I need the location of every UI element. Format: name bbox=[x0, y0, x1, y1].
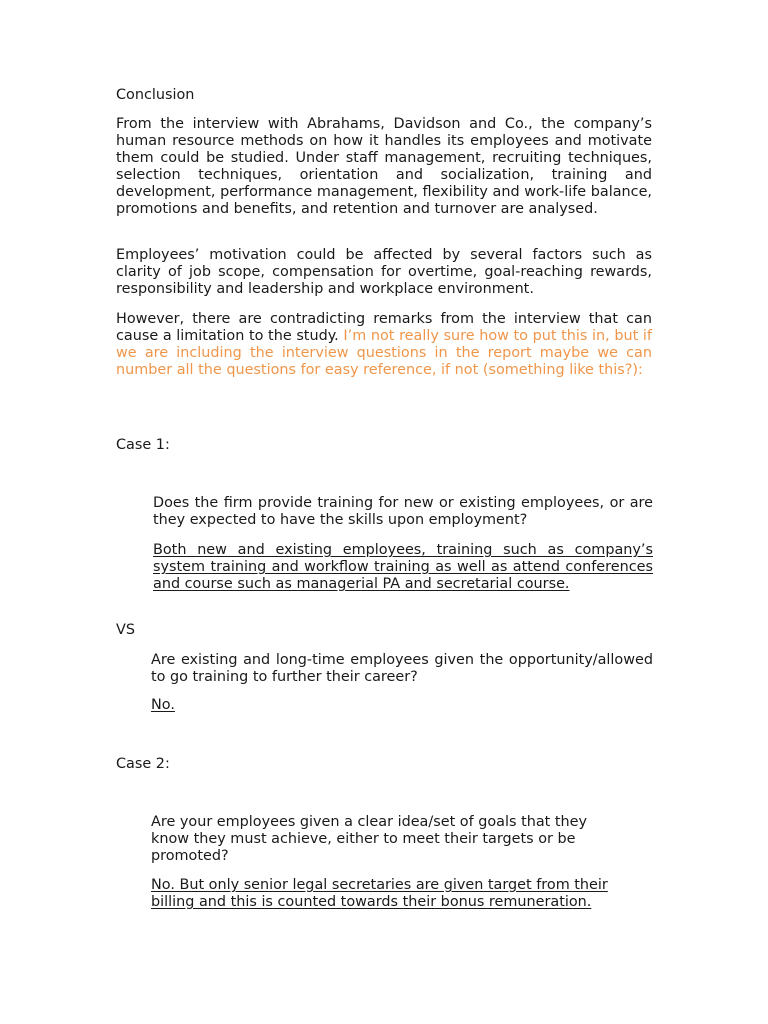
versus-label: VS bbox=[116, 622, 135, 638]
case-2-question-1: Are your employees given a clear idea/set of goals that they know they must achieve, either to meet their targets or be promoted? bbox=[151, 814, 587, 864]
paragraph-motivation-factors: Employees’ motivation could be affected by several factors such as clarity of job scope, compensation for overtime, goal-reaching rewards, responsibility and leadership and workplace environment. bbox=[116, 247, 652, 297]
conclusion-heading: Conclusion bbox=[116, 87, 195, 103]
case-1-answer-2: No. bbox=[151, 697, 175, 713]
case-2-answer-1: No. But only senior legal secretaries are given target from their billing and this is counted towards their bonus remuneration. bbox=[151, 877, 608, 910]
paragraph-interview-summary: From the interview with Abrahams, Davidson and Co., the company’s human resource methods on how it handles its employees and motivate them could be studied. Under staff management, recruiting techniques, selection techniques, orientation and socialization, training and development, performance management, flexibility and work-life balance, promotions and benefits, and retention and turnover are analysed. bbox=[116, 116, 652, 217]
case-2-label: Case 2: bbox=[116, 756, 170, 772]
paragraph-contradictions bbox=[116, 311, 652, 379]
contradictions-text: However, there are contradicting remarks from the interview that can cause a limitation to the study. bbox=[116, 311, 652, 344]
case-1-answer-1: Both new and existing employees, training such as company’s system training and workflow training as well as attend conferences and course such as managerial PA and secretarial course. bbox=[153, 542, 653, 592]
case-1-question-1: Does the firm provide training for new or existing employees, or are they expected to have the skills upon employment? bbox=[153, 495, 653, 528]
reviewer-comment-text: I’m not really sure how to put this in, but if we are including the interview questions in the report maybe we can number all the questions for easy reference, if not (something like this?): bbox=[116, 328, 652, 378]
case-1-question-2: Are existing and long-time employees given the opportunity/allowed to go training to further their career? bbox=[151, 652, 653, 685]
case-1-label: Case 1: bbox=[116, 437, 170, 453]
